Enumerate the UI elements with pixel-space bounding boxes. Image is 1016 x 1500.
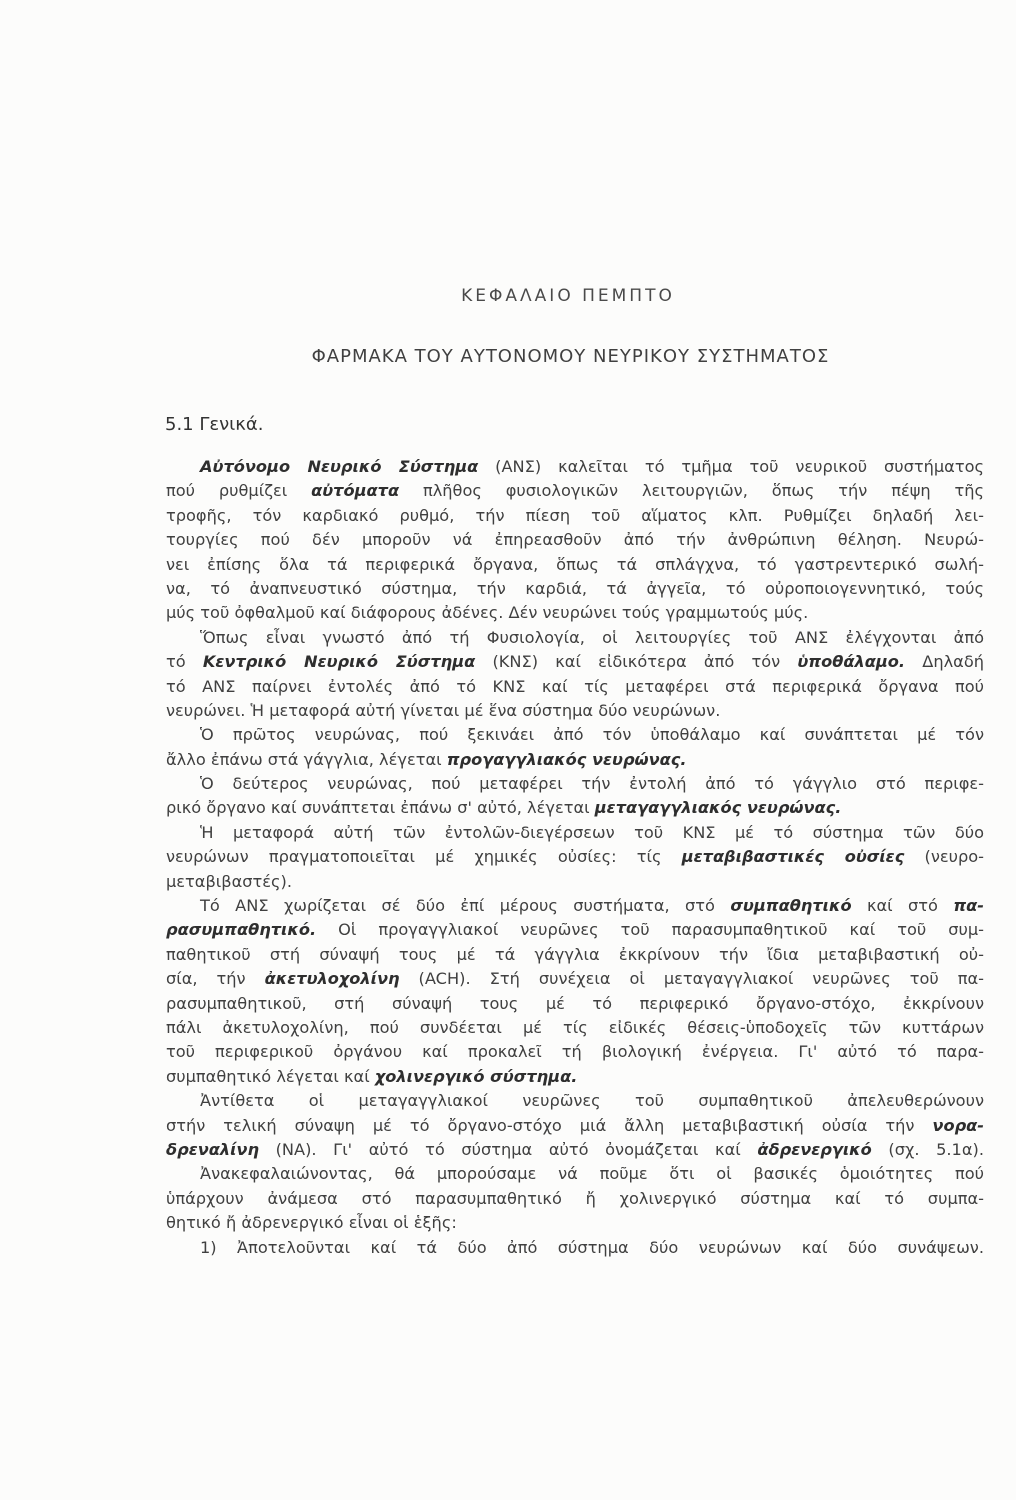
text-line xyxy=(166,723,984,747)
text-line xyxy=(166,1162,984,1186)
text-span: σία, τήν xyxy=(166,969,265,989)
text-span: Τό ΑΝΣ χωρίζεται σέ δύο ἐπί μέρους συστήματα, στό xyxy=(200,896,731,916)
text-span: τό ΑΝΣ παίρνει ἐντολές ἀπό τό ΚΝΣ καί τίς μεταφέρει στά περιφερικά ὄργανα πού xyxy=(166,676,984,696)
section-heading: 5.1 Γενικά. xyxy=(165,414,264,435)
text-line xyxy=(166,699,984,723)
emphasized-term: αὐτόματα xyxy=(311,481,400,501)
text-span: ρικό ὄργανο καί συνάπτεται ἐπάνω σ' αὐτό, λέγεται xyxy=(166,798,595,818)
text-line xyxy=(166,577,984,601)
emphasized-term: δρεναλίνη xyxy=(166,1139,259,1159)
chapter-title: ΦΑΡΜΑΚΑ ΤΟΥ ΑΥΤΟΝΟΜΟΥ ΝΕΥΡΙΚΟΥ ΣΥΣΤΗΜΑΤΟΣ xyxy=(311,346,830,367)
text-line xyxy=(166,748,984,772)
emphasized-term: χολινεργικό σύστημα. xyxy=(374,1066,578,1086)
text-span: (σχ. 5.1α). xyxy=(871,1139,984,1159)
text-line xyxy=(166,650,984,674)
text-line xyxy=(166,918,984,942)
text-span: νευρώνων πραγματοποιεῖται μέ χημικές οὐσίες: τίς xyxy=(166,847,682,867)
body-text xyxy=(166,455,984,1260)
text-line xyxy=(166,821,984,845)
text-line xyxy=(166,1187,984,1211)
emphasized-term: νορα- xyxy=(932,1115,984,1135)
text-span: νει ἐπίσης ὅλα τά περιφερικά ὄργανα, ὅπως τά σπλάγχνα, τό γαστρεντερικό σωλή- xyxy=(166,554,984,574)
text-line xyxy=(166,528,984,552)
text-line xyxy=(166,967,984,991)
text-line xyxy=(166,455,984,479)
emphasized-term: Αὐτόνομο Νευρικό Σύστημα xyxy=(200,457,479,476)
text-span: (ΝΑ). Γι' αὐτό τό σύστημα αὐτό ὀνομάζεται καί xyxy=(258,1139,758,1159)
text-line xyxy=(166,845,984,869)
text-span: Ἀντίθετα οἱ μεταγαγγλιακοί νευρῶνες τοῦ συμπαθητικοῦ ἀπελευθερώνουν xyxy=(200,1091,984,1111)
text-span: τουργίες πού δέν μποροῦν νά ἐπηρεασθοῦν ἀπό τήν ἀνθρώπινη θέληση. Νευρώ- xyxy=(166,530,984,550)
text-span: ρασυμπαθητικοῦ, στή σύναψή τους μέ τό περιφερικό ὄργανο-στόχο, ἐκκρίνουν xyxy=(166,993,984,1013)
text-line xyxy=(166,1065,984,1089)
text-line xyxy=(166,992,984,1016)
text-line xyxy=(166,601,984,625)
text-span: (νευρο- xyxy=(904,847,984,867)
emphasized-term: Κεντρικό Νευρικό Σύστημα xyxy=(202,652,476,672)
text-line xyxy=(166,1236,984,1260)
text-span: Ὅπως εἶναι γνωστό ἀπό τή Φυσιολογία, οἱ λειτουργίες τοῦ ΑΝΣ ἐλέγχονται ἀπό xyxy=(200,627,984,647)
text-span: συμπαθητικό λέγεται καί xyxy=(166,1066,375,1086)
text-span: Οἱ προγαγγλιακοί νευρῶνες τοῦ παρασυμπαθητικοῦ καί τοῦ συμ- xyxy=(316,920,984,940)
text-line xyxy=(166,870,984,894)
emphasized-term: ὑποθάλαμο. xyxy=(797,652,906,672)
text-span: μεταβιβαστές). xyxy=(166,871,292,891)
text-span: 1) Ἀποτελοῦνται καί τά δύο ἀπό σύστημα δύο νευρώνων καί δύο συνάψεων. xyxy=(200,1237,984,1257)
emphasized-term: συμπαθητικό xyxy=(730,896,852,916)
text-span: ἄλλο ἐπάνω στά γάγγλια, λέγεται xyxy=(166,749,447,769)
text-line xyxy=(166,1114,984,1138)
text-span: παθητικοῦ στή σύναψή τους μέ τά γάγγλια ἐκκρίνουν τήν ἴδια μεταβιβαστική οὐ- xyxy=(166,944,984,964)
text-span: Δηλαδή xyxy=(905,652,984,672)
text-span: τοῦ περιφερικοῦ ὀργάνου καί προκαλεῖ τή βιολογική ἐνέργεια. Γι' αὐτό τό παρα- xyxy=(166,1042,984,1062)
text-line xyxy=(166,894,984,918)
text-span: (ΚΝΣ) καί εἰδικότερα ἀπό τόν xyxy=(475,652,798,672)
text-span: Ἀνακεφαλαιώνοντας, θά μπορούσαμε νά ποῦμε ὅτι οἱ βασικές ὁμοιότητες πού xyxy=(200,1164,984,1184)
text-line xyxy=(166,1016,984,1040)
text-line xyxy=(166,1040,984,1064)
text-span: Ὁ δεύτερος νευρώνας, πού μεταφέρει τήν ἐντολή ἀπό τό γάγγλιο στό περιφε- xyxy=(200,774,984,794)
text-line xyxy=(166,1211,984,1235)
text-span: θητικό ἤ ἀδρενεργικό εἶναι οἱ ἑξῆς: xyxy=(166,1213,457,1233)
text-line xyxy=(166,479,984,503)
text-span: Ὁ πρῶτος νευρώνας, πού ξεκινάει ἀπό τόν ὑποθάλαμο καί συνάπτεται μέ τόν xyxy=(200,725,984,745)
text-span: (ACH). Στή συνέχεια οἱ μεταγαγγλιακοί νευρῶνες τοῦ πα- xyxy=(399,969,984,989)
text-line xyxy=(166,675,984,699)
text-span: (ΑΝΣ) καλεῖται τό τμῆμα τοῦ νευρικοῦ συστήματος xyxy=(478,457,984,476)
text-span: νευρώνει. Ἡ μεταφορά αὐτή γίνεται μέ ἕνα σύστημα δύο νευρώνων. xyxy=(166,700,721,720)
text-span: Ἡ μεταφορά αὐτή τῶν ἐντολῶν-διεγέρσεων τοῦ ΚΝΣ μέ τό σύστημα τῶν δύο xyxy=(200,822,984,842)
text-span: τροφῆς, τόν καρδιακό ρυθμό, τήν πίεση τοῦ αἵματος κλπ. Ρυθμίζει δηλαδή λει- xyxy=(166,505,984,525)
text-line xyxy=(166,943,984,967)
text-span: πλῆθος φυσιολογικῶν λειτουργιῶν, ὅπως τήν πέψη τῆς xyxy=(399,481,984,501)
text-span: πού ρυθμίζει xyxy=(166,481,312,501)
text-span: στήν τελική σύναψη μέ τό ὄργανο-στόχο μιά ἄλλη μεταβιβαστική οὐσία τήν xyxy=(166,1115,933,1135)
emphasized-term: προγαγγλιακός νευρώνας. xyxy=(446,749,687,769)
text-span: ὑπάρχουν ἀνάμεσα στό παρασυμπαθητικό ἤ χολινεργικό σύστημα καί τό συμπα- xyxy=(166,1188,984,1208)
text-line xyxy=(166,796,984,820)
emphasized-term: ρασυμπαθητικό. xyxy=(166,920,317,940)
text-span: καί στό xyxy=(851,896,954,916)
text-line xyxy=(166,1138,984,1162)
text-line xyxy=(166,504,984,528)
chapter-label: ΚΕΦΑΛΑΙΟ ΠΕΜΠΤΟ xyxy=(461,286,675,306)
emphasized-term: πα- xyxy=(953,896,984,916)
text-span: πάλι ἀκετυλοχολίνη, πού συνδέεται μέ τίς εἰδικές θέσεις-ὑποδοχεῖς τῶν κυττάρων xyxy=(166,1017,984,1037)
text-line xyxy=(166,1089,984,1113)
emphasized-term: ἀδρενεργικό xyxy=(757,1139,872,1159)
emphasized-term: μεταβιβαστικές οὐσίες xyxy=(681,847,905,867)
text-span: τό xyxy=(166,652,203,672)
text-span: να, τό ἀναπνευστικό σύστημα, τήν καρδιά, τά ἀγγεῖα, τό οὐροποιογεννητικό, τούς xyxy=(166,578,984,598)
text-line xyxy=(166,553,984,577)
text-line xyxy=(166,772,984,796)
text-span: μύς τοῦ ὀφθαλμοῦ καί διάφορους ἀδένες. Δέν νευρώνει τούς γραμμωτούς μύς. xyxy=(166,603,809,623)
text-line xyxy=(166,626,984,650)
emphasized-term: ἀκετυλοχολίνη xyxy=(264,969,400,989)
emphasized-term: μεταγαγγλιακός νευρώνας. xyxy=(594,798,842,818)
